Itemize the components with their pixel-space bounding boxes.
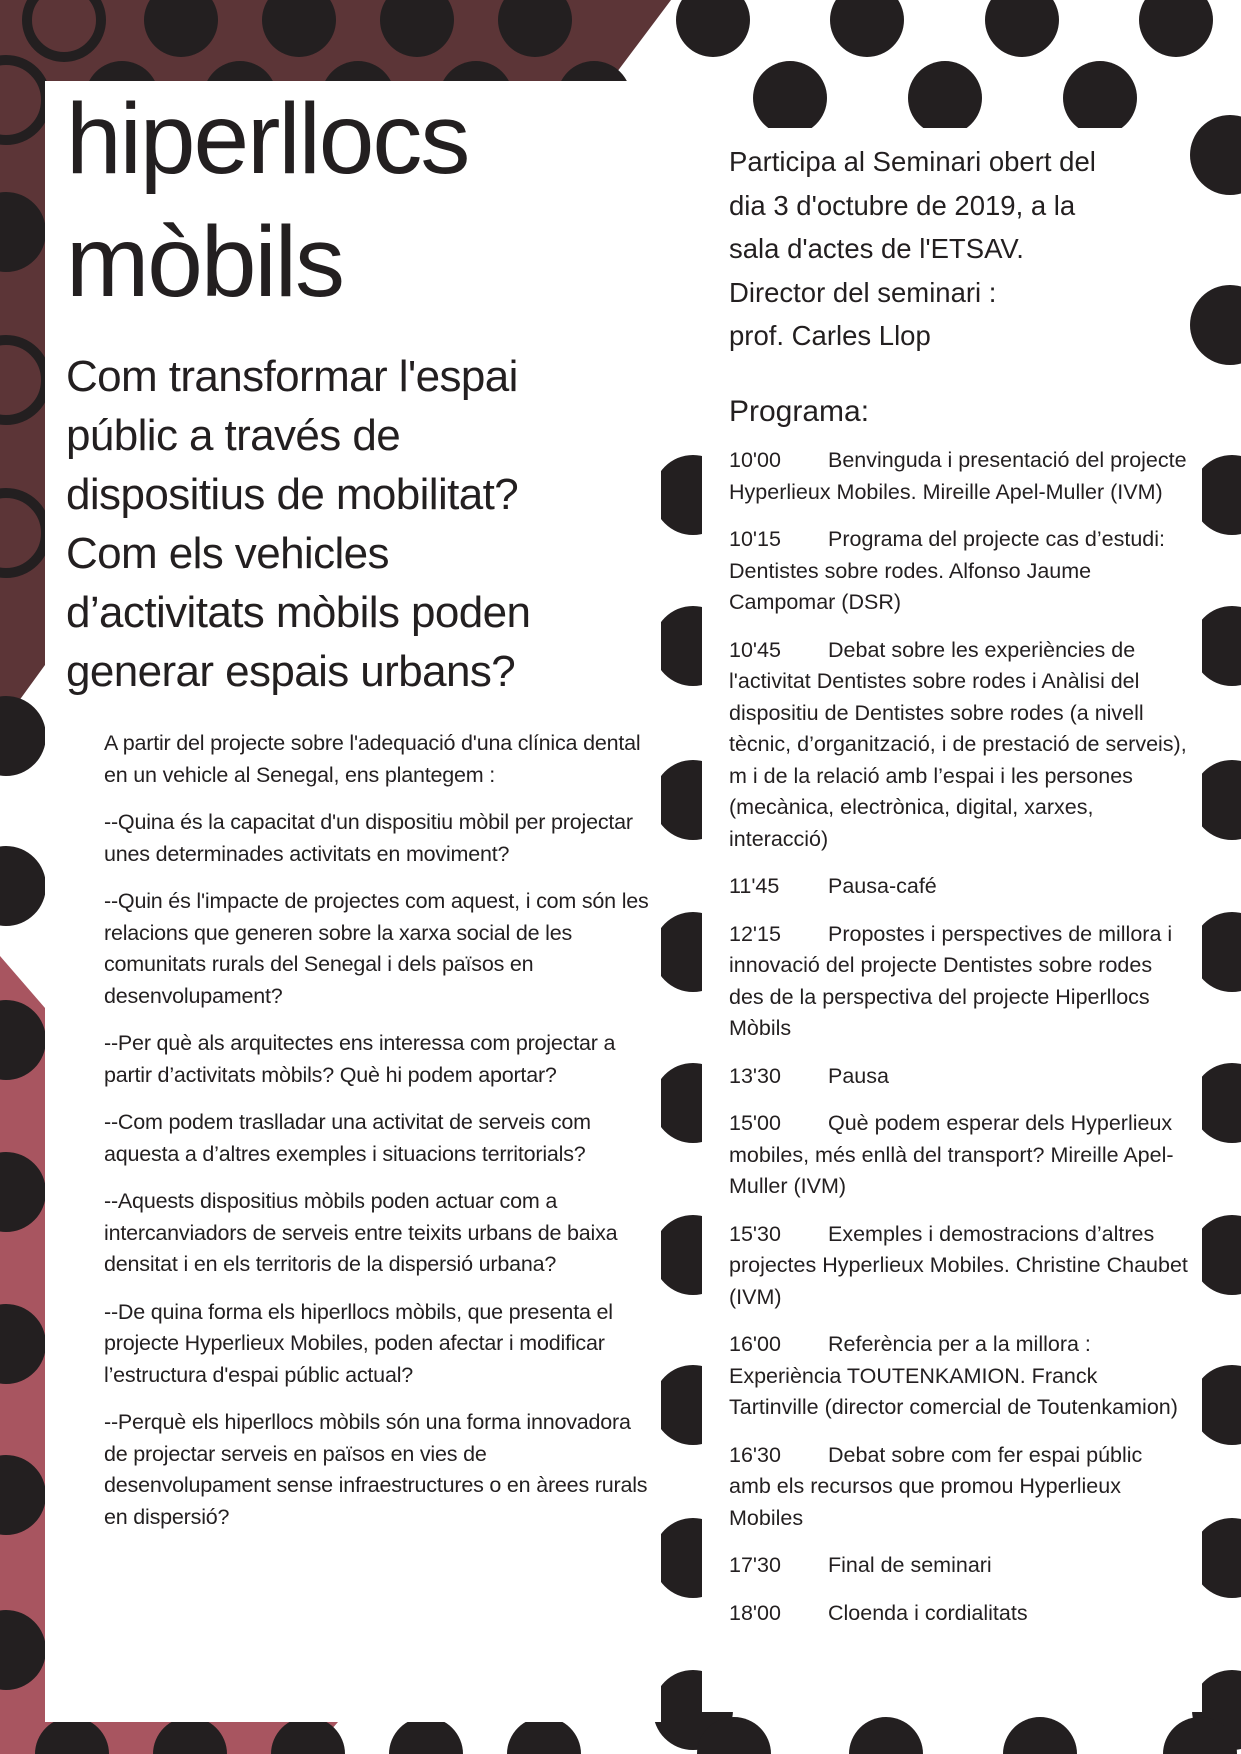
info-line: dia 3 d'octubre de 2019, a la <box>729 189 1076 221</box>
dot-decoration <box>0 846 46 926</box>
dot-decoration <box>1190 115 1241 195</box>
dot-decoration <box>985 0 1059 57</box>
program-text: Què podem esperar dels Hyperlieux mobiles, més enllà del transport? Mireille Apel-Muller (IVM) <box>729 1111 1174 1198</box>
body-question: --Quina és la capacitat d'un dispositiu mòbil per projectar unes determinades activitats en moviment? <box>104 810 633 866</box>
subtitle-line: d’activitats mòbils poden <box>66 588 531 637</box>
body-question: --Per què als arquitectes ens interessa com projectar a partir d’activitats mòbils? Què hi podem aportar? <box>104 1031 616 1087</box>
program-list <box>729 445 1189 1645</box>
body-question: --Aquests dispositius mòbils poden actuar com a intercanviadors de serveis entre teixits urbans de baixa densitat i en els territoris de la dispersió urbana? <box>104 1189 618 1276</box>
program-time: 12'15 <box>729 921 781 946</box>
dot-decoration <box>1063 61 1137 135</box>
info-line: Participa al Seminari obert del <box>729 146 1096 177</box>
body-question: --Quin és l'impacte de projectes com aquest, i com són les relacions que generen sobre la xarxa social de les comunitats rurals del Senegal i dels països en desenvolupament? <box>104 889 649 1008</box>
program-time: 10'15 <box>729 527 781 551</box>
program-item <box>729 1440 1189 1535</box>
seminar-info <box>729 140 1159 358</box>
program-heading: Programa: <box>729 395 870 428</box>
program-text: Pausa-café <box>828 874 937 898</box>
dot-decoration <box>1003 1717 1077 1754</box>
subtitle-line: públic a través de <box>66 411 401 460</box>
info-line: Director del seminari : <box>729 276 997 308</box>
program-time: 16'30 <box>729 1442 781 1467</box>
dot-decoration <box>1139 0 1213 57</box>
body-question: --Com podem traslladar una activitat de serveis com aquesta a d’altres exemples i situacions territorials? <box>104 1110 591 1166</box>
dot-decoration <box>753 61 827 135</box>
program-time: 11'45 <box>729 874 780 898</box>
program-item <box>729 445 1189 508</box>
dot-decoration <box>830 0 904 57</box>
program-time: 15'30 <box>729 1221 781 1246</box>
program-item <box>729 1598 1189 1630</box>
program-item <box>729 1550 1189 1582</box>
subtitle-line: Com transformar l'espai <box>66 352 518 401</box>
program-item <box>729 1061 1189 1093</box>
body-intro: A partir del projecte sobre l'adequació d'una clínica dental en un vehicle al Senegal, ens plantegem : <box>104 731 641 787</box>
program-text: Debat sobre les experiències de l'activitat Dentistes sobre rodes i Anàlisi del dispositiu de Dentistes sobre rodes (a nivell tècnic, d’organització, i de prestació de serveis), m i de la relació amb l’espai i les persones (mecànica, electrònica, digital, xarxes, interacció) <box>729 637 1187 851</box>
subtitle-line: Com els vehicles <box>66 529 389 578</box>
program-text: Propostes i perspectives de millora i innovació del projecte Dentistes sobre rodes des de la perspectiva del projecte Hiperllocs Mòbils <box>729 921 1173 1040</box>
program-text: Pausa <box>828 1063 889 1088</box>
program-item <box>729 919 1189 1045</box>
title-line: mòbils <box>66 206 343 318</box>
program-time: 10'45 <box>729 637 781 662</box>
dot-decoration <box>849 1717 923 1754</box>
info-line: sala d'actes de l'ETSAV. <box>729 233 1024 264</box>
body-question: --De quina forma els hiperllocs mòbils, que presenta el projecte Hyperlieux Mobiles, poden afectar i modificar l’estructura d'espai públic actual? <box>104 1299 613 1387</box>
subtitle-line: dispositius de mobilitat? <box>66 470 519 519</box>
program-text: Cloenda i cordialitats <box>828 1600 1028 1625</box>
program-item <box>729 1329 1189 1424</box>
program-text: Referència per a la millora : Experiència TOUTENKAMION. Franck Tartinville (director comercial de Toutenkamion) <box>729 1332 1178 1419</box>
program-text: Debat sobre com fer espai públic amb els recursos que promou Hyperlieux Mobiles <box>729 1442 1143 1530</box>
program-time: 10'00 <box>729 448 781 472</box>
subtitle-line: generar espais urbans? <box>66 647 516 696</box>
body-question: --Perquè els hiperllocs mòbils són una forma innovadora de projectar serveis en països en vies de desenvolupament sense infraestructures o en àrees rurals en dispersió? <box>104 1410 648 1529</box>
program-time: 17'30 <box>729 1553 781 1577</box>
poster-subtitle <box>66 347 656 701</box>
dot-decoration <box>1190 285 1241 365</box>
title-line: hiperllocs <box>66 83 469 195</box>
program-item <box>729 871 1189 903</box>
program-item <box>729 1219 1189 1314</box>
program-time: 16'00 <box>729 1332 781 1356</box>
dot-decoration <box>0 696 46 776</box>
dot-decoration <box>389 1717 463 1754</box>
dot-decoration <box>507 1717 581 1754</box>
program-text: Benvinguda i presentació del projecte Hyperlieux Mobiles. Mireille Apel-Muller (IVM) <box>729 448 1187 504</box>
info-line: prof. Carles Llop <box>729 320 931 351</box>
program-text: Final de seminari <box>828 1553 992 1577</box>
poster-title <box>66 78 468 324</box>
program-time: 15'00 <box>729 1111 781 1135</box>
program-time: 13'30 <box>729 1063 781 1088</box>
dot-decoration <box>676 0 750 57</box>
program-item <box>729 524 1189 619</box>
program-item <box>729 635 1189 856</box>
dot-decoration <box>908 61 982 135</box>
program-text: Exemples i demostracions d’altres projectes Hyperlieux Mobiles. Christine Chaubet (IVM) <box>729 1221 1188 1309</box>
program-time: 18'00 <box>729 1600 781 1625</box>
program-item <box>729 1108 1189 1203</box>
program-text: Programa del projecte cas d’estudi: Dentistes sobre rodes. Alfonso Jaume Campomar (DSR) <box>729 527 1166 614</box>
body-text <box>104 728 649 1549</box>
